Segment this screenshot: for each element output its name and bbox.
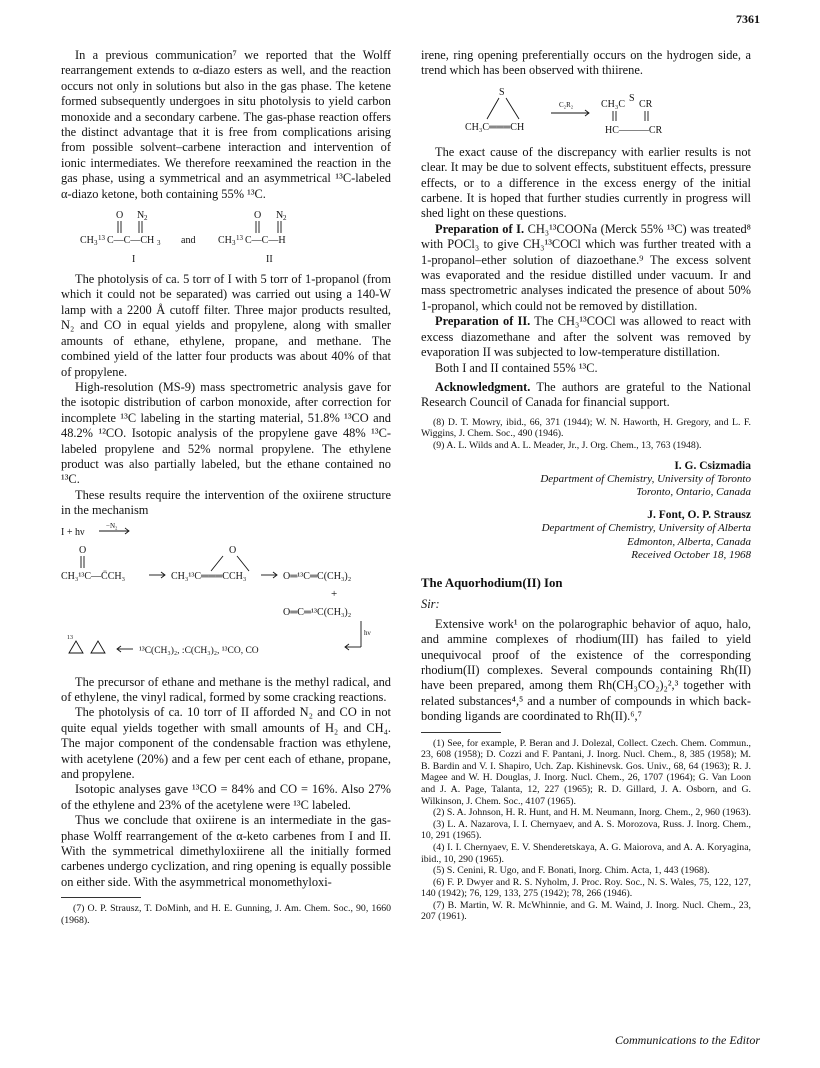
prep-I-text: CH₃¹³COONa (Merck 55% ¹³C) was treated⁸ with POCl₃ to give CH₃¹³COCl which was further treated with a 1-propanol–ether solution of diazoethane.⁹ The excess solvent was evaporated and the residue distilled under vacuum. Ir and mass spectrometric analyses indicated the presence of about 50% 1-propanol, which could not be removed by distillation. <box>421 221 751 313</box>
svg-text:S: S <box>629 92 635 104</box>
article-title: The Aquorhodium(II) Ion <box>421 575 563 590</box>
author-block-1 <box>421 460 751 500</box>
reference-7: (7) B. Martin, W. R. McWhinnie, and G. M. Waind, J. Inorg. Nucl. Chem., 23, 207 (1961). <box>421 899 751 923</box>
svg-text:HC———CR: HC———CR <box>605 124 663 136</box>
svg-text:C—C—H: C—C—H <box>245 235 286 247</box>
reference-3: (3) L. A. Nazarova, I. I. Chernyaev, and A. S. Morozova, Russ. J. Inorg. Chem., 10, 291 (1965). <box>421 818 751 842</box>
paragraph-prep-II <box>421 314 751 360</box>
svg-text:S: S <box>499 86 505 98</box>
svg-text:O═¹³C═C(CH₃)₂: O═¹³C═C(CH₃)₂ <box>283 570 352 582</box>
received-date: Received October 18, 1968 <box>631 548 751 561</box>
svg-text:CH: CH <box>218 235 232 247</box>
svg-text:CH₃¹³C═══CCH₃: CH₃¹³C═══CCH₃ <box>171 570 247 582</box>
reference-6: (6) F. P. Dwyer and R. S. Nyholm, J. Proc. Roy. Soc., N. S. Wales, 75, 122, 127, 140 (1942); 76, 129, 133, 275 (1942); 78, 266 (1946). <box>421 876 751 900</box>
ack-text: The authors are grateful to the National Research Council of Canada for financial support. <box>421 379 752 410</box>
references-list <box>421 738 751 924</box>
svg-text:¹³C(CH₃)₂, :C(CH₃)₂, ¹³CO, CO: ¹³C(CH₃)₂, :C(CH₃)₂, ¹³CO, CO <box>139 645 259 656</box>
footnote-7: (7) O. P. Strausz, T. DoMinh, and H. E. Gunning, J. Am. Chem. Soc., 90, 1660 (1968). <box>61 903 391 926</box>
diazo-ketone-structures <box>76 206 376 268</box>
svg-text:O: O <box>116 210 124 222</box>
svg-text:O: O <box>79 544 87 556</box>
oxiirene-mechanism-scheme <box>61 523 391 671</box>
and-label: and <box>181 235 196 247</box>
author-name-1: I. G. Csizmadia <box>674 459 751 472</box>
svg-text:O: O <box>254 210 262 222</box>
paragraph-continuation: irene, ring opening preferentially occurs on the hydrogen side, a trend which has been observed with thiirene. <box>421 48 751 78</box>
reference-5: (5) S. Cenini, R. Ugo, and F. Bonati, Inorg. Chim. Acta, 1, 443 (1968). <box>433 865 710 877</box>
right-column <box>421 48 751 923</box>
paragraph-rhodium: Extensive work¹ on the polarographic behavior of aquo, halo, and ammine complexes of rhodium(III) has failed to yield unequivocal proof of the existence of the corresponding rhodium(II) complexes. Several compounds containing Rh(II) have been prepared, among them Rh(CH₃CO₂)₂²,³ together with related substances⁴,⁵ and a number of compounds in which back-bonding ligands are coordinated to Rh(II).⁶,⁷ <box>421 616 751 724</box>
paragraph-both-labeled: Both I and II contained 55% ¹³C. <box>435 360 598 375</box>
svg-text:C—C—CH: C—C—CH <box>107 235 155 247</box>
svg-text:CR: CR <box>639 98 653 110</box>
paragraph-radicals: The precursor of ethane and methane is the methyl radical, and of ethylene, the vinyl radical, formed by some cracking reactions. <box>61 674 391 704</box>
page-number: 7361 <box>736 12 760 26</box>
author-block-2 <box>421 509 751 562</box>
paragraph-oxiirene: These results require the intervention of the oxiirene structure in the mechanism <box>61 487 391 518</box>
salutation: Sir: <box>421 597 440 612</box>
paragraph-photolysis-I: The photolysis of ca. 5 torr of I with 5 torr of 1-propanol (from which it could not be separated) was carried out using a 140-W lamp with a 2200 Å cutoff filter. Three major products resulted, N₂ and CO in equal yields and propylene, along with smaller amounts of ethane, ethylene, propane, and methane. The combined yield of the latter four products was about 40% of that of propylene. <box>61 272 391 379</box>
svg-text:CH₃¹³C—C̈CH₃: CH₃¹³C—C̈CH₃ <box>61 570 126 582</box>
thiirene-scheme <box>461 83 711 141</box>
svg-text:N: N <box>276 210 284 222</box>
footnote-8: (8) D. T. Mowry, ibid., 66, 371 (1944); W. N. Haworth, H. Gregory, and L. F. Wiggins, J. Chem. Soc., 490 (1946). <box>421 416 751 440</box>
svg-text:hν: hν <box>364 628 371 637</box>
paragraph-isotopic: Isotopic analyses gave ¹³CO = 84% and CO = 16%. Also 27% of the ethylene and 23% of the acetylene were ¹³C labeled. <box>61 782 391 812</box>
svg-text:N: N <box>137 210 145 222</box>
paragraph-conclusion: Thus we conclude that oxiirene is an intermediate in the gas-phase Wolff rearrangement of the α-keto carbenes from I and II. With the symmetrical dimethyloxiirene all the initially formed carbenes undergo cyclization, and ring opening is equally possible on either side. With the asymmetrical monomethyloxi- <box>61 813 391 889</box>
affiliation-1b: Toronto, Ontario, Canada <box>636 485 751 498</box>
svg-text:CH: CH <box>80 235 94 247</box>
prep-II-heading: Preparation of II. <box>435 314 531 329</box>
svg-text:3: 3 <box>232 239 236 248</box>
svg-text:O═C═¹³C(CH₃)₂: O═C═¹³C(CH₃)₂ <box>283 606 352 618</box>
svg-text:13: 13 <box>236 234 243 243</box>
footnotes-left <box>61 903 391 926</box>
affiliation-2a: Department of Chemistry, University of Alberta <box>541 522 751 535</box>
plus-label: + <box>331 587 338 600</box>
footnote-9: (9) A. L. Wilds and A. L. Meader, Jr., J. Org. Chem., 13, 763 (1948). <box>433 439 702 451</box>
footnote-divider-right <box>421 732 501 733</box>
svg-text:O: O <box>229 544 237 556</box>
reference-1: (1) See, for example, P. Beran and J. Dolezal, Collect. Czech. Chem. Commun., 23, 608 (1958); D. Cozzi and F. Pantani, J. Inorg. Nucl. Chem., 8, 385 (1958); M. B. Bardin and V. I. Shapiro, Uch. Zap. Kishinevsk. Gos. Univ., 68, 64 (1963); R. J. Magee and W. H. Douglas, J. Inorg. Nucl. Chem., 26, 1707 (1964); G. Van Loon and J. A. Page, Talanta, 12, 227 (1965); R. D. Gillard, J. A. Osborn, and G. Wilkinson, J. Chem. Soc., 4107 (1965). <box>421 737 751 807</box>
svg-text:CH₃C: CH₃C <box>601 98 626 110</box>
paragraph-prep-I <box>421 222 751 314</box>
hv-label: I + hν <box>61 526 85 538</box>
affiliation-2b: Edmonton, Alberta, Canada <box>627 535 751 548</box>
reference-4: (4) I. I. Chernyaev, E. V. Shenderetskaya, A. G. Maiorova, and A. A. Koryagina, ibid., 10, 290 (1965). <box>421 841 751 865</box>
author-name-2: J. Font, O. P. Strausz <box>647 509 751 522</box>
paragraph-intro: In a previous communication⁷ we reported that the Wolff rearrangement extends to α-diazo esters as well, and the reaction occurs not only in solutions but also in the gas phase. The ketene formed subsequently undergoes in situ photolysis to yield carbon monoxide and a secondary carbene. The gas-phase reaction offers the distinct advantage that it is free from complications arising from possible solvent–carbene interaction and intervention of ionic intermediates. We therefore reexamined the reaction in the gas phase, using a symmetrical and an asymmetrical ¹³C-labeled α-diazo ketone, both containing 55% ¹³C. <box>61 48 391 201</box>
affiliation-1a: Department of Chemistry, University of Toronto <box>540 472 751 485</box>
svg-text:2: 2 <box>283 214 287 223</box>
svg-text:13: 13 <box>98 234 105 243</box>
compound-label-I: I <box>132 254 136 266</box>
prep-II-text: The CH₃¹³COCl was allowed to react with excess diazomethane and after the solvent was removed by evaporation II was subjected to low-temperature distillation. <box>421 314 751 360</box>
svg-text:3: 3 <box>157 239 161 248</box>
svg-text:13: 13 <box>67 634 73 641</box>
svg-text:3: 3 <box>94 239 98 248</box>
reference-2: (2) S. A. Johnson, H. R. Hunt, and H. M. Neumann, Inorg. Chem., 2, 960 (1963). <box>433 807 751 819</box>
n2-loss-label: −N₂ <box>106 522 118 530</box>
left-column <box>61 48 391 926</box>
svg-text:CH₃C═══CH: CH₃C═══CH <box>465 121 525 133</box>
prep-I-heading: Preparation of I. <box>435 221 525 236</box>
paragraph-photolysis-II: The photolysis of ca. 10 torr of II afforded N₂ and CO in not quite equal yields together with small amounts of H₂ and CH₄. The major component of the condensable fraction was ethylene, with acetylene (20%) and a few per cent each of ethane, propane, and propylene. <box>61 705 391 781</box>
ack-heading: Acknowledgment. <box>435 379 531 394</box>
paragraph-mass-spec: High-resolution (MS-9) mass spectrometric analysis gave for the isotopic distribution of carbon monoxide, after correction for incomplete ¹³C labeling in the starting material, 51.8% ¹³CO and 48.2% ¹²CO. Isotopic analysis of the propylene gave 48% ¹³C-labeled propylene and 52% normal propylene. The ethylene product was also partially labeled, but the ethane contained no ¹³C. <box>61 379 391 487</box>
compound-label-II: II <box>266 254 273 266</box>
svg-text:2: 2 <box>144 214 148 223</box>
svg-text:C₂R₂: C₂R₂ <box>559 100 574 109</box>
paragraph-acknowledgment <box>421 380 751 411</box>
footnotes-right-top <box>421 417 751 452</box>
footnote-divider <box>61 897 141 898</box>
paragraph-discrepancy: The exact cause of the discrepancy with earlier results is not clear. It may be due to solvent effects, substituent effects, pressure effects, or to a difference in the excess energy of the initial carbene. It is hoped that further studies currently in progress will shed light on these questions. <box>421 144 751 221</box>
journal-section-footer: Communications to the Editor <box>615 1033 760 1047</box>
